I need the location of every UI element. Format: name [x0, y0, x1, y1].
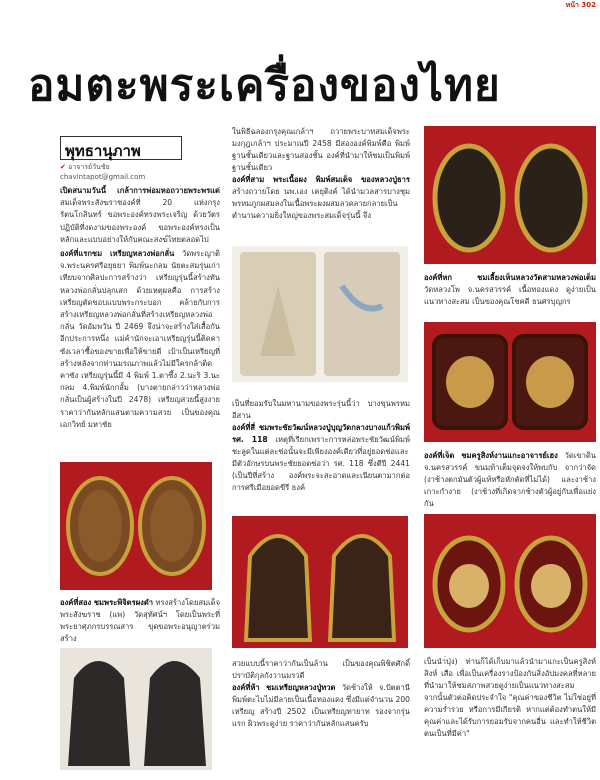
caption-amulet-7: องค์ที่เจ็ด ชมครูสิงห์งานแกะอาจารย์เฮง วัดเขาดิน จ.นครสวรรค์ ขนมท้าเต็มจุดจงให้พบกับ จากว่าจัด (งาช้างตกมันตัวผู้แท้หรือหักตัดที่ไม่ได้) และงาช้างเกาะกำงาย (งาช้างที่เกิดจากช้างตัวผู้อยู่กับเพื่อแย่งกัน	[424, 451, 596, 508]
middle-text-top: ในพิธีฉลองกรุงคุณเกล้าฯ ถวายพระบาทสมเด็จพระมงกุฎเกล้าฯ ประมาณปี 2458 มีสององค์พิมพ์คือ พิมพ์ฐานชั้นเดียวและฐานสองชั้น องค์ที่นำมาให้ชมเป็นพิมพ์ฐานชั้นเดียว องค์ที่สาม พระเนื้อผง พิมพ์สมเด็จ ของหลวงปู่ธาร สร้างถวายโดย นพ.เอง เคยุติงค์ ได้นำมวลสารบางชุมพรหมภูกผสมลงในเนื้อพระผงผสมลวดลายกลายเป็นตำนานความยิ่งใหญ่ของพระสมเด็จรุ่นนี้ จึง	[232, 127, 410, 220]
caption-amulet-6: องค์ที่หก ชมเลี้ยงเห็นหลวงวัดสามหลวงพ่อเต็ม วัดหลวงโพ จ.นครสวรรค์ เนื้อทองแดง ดูง่ายเป็นแนวทางสะสม เป็นของคุณโชคดี ธนศรบุญกร	[424, 273, 596, 306]
amulet-pair-black-phijit-photo	[60, 648, 212, 770]
section-title-box	[60, 136, 182, 160]
amulet-somdej-powder-photo	[232, 246, 408, 382]
left-column-text	[60, 185, 220, 433]
amulet-pair-chaiwat-photo	[232, 516, 408, 648]
author-email: chavintapot@gmail.com	[60, 173, 146, 181]
middle-text-bottom: สวยแบบนี้ราคาว่ากันเป็นล้าน เป็นของคุณพิชิตศักดิ์ปราบัติกุลกังวานมรวดี องค์ที่ห้า ชมเหรียญหลวงปู่ทวด วัดช้างให้ จ.ปัตตานี พิมพ์ตะไบไม่มีลายเป็นเนื้อทองแดง ซึ่งมีแต่จำนวน 200 เหรียญ สร้างปี 2502 เป็นเหรียญทายาท รองจากรุ่นแรก ผิวพระดูง่าย ราคาว่ากันหลักแสนครับ	[232, 659, 411, 728]
byline: ✔ อาจารย์วันชัย chavintapot@gmail.com	[60, 163, 146, 181]
caption-amulet-2: องค์ที่สอง ชมพระพิจิตรผงดำ ทรงสร้างโดยสมเด็จพระสังฆราช (แพ) วัดสุทัศน์ฯ โดยเป็นพระที่พระยาศุภกรบรรณสาร ขุดขอพระอนุญาตร่วมสร้าง	[60, 598, 221, 643]
top-bar	[0, 0, 600, 10]
coin-pair-lp-klan-photo	[60, 462, 212, 590]
coin-pair-lp-toem-photo	[424, 126, 596, 264]
coin-pair-lp-klan-image	[60, 462, 212, 590]
coin-pair-lp-toem-image	[424, 126, 596, 264]
amulet-pair-elephant-singh-photo	[424, 514, 596, 648]
page-mark: หน้า 302	[565, 1, 596, 9]
headline: อมตะพระเครื่องของไทย	[28, 60, 501, 111]
amulet-pair-singha-ivory-image	[424, 322, 596, 442]
amulet-pair-elephant-singh-image	[424, 514, 596, 648]
amulet-pair-chaiwat-image	[232, 516, 408, 648]
amulet-pair-singha-ivory-photo	[424, 322, 596, 442]
caption-amulet-7-cont: เป็นนำ่ปุ่ง) ท่านก็ได้เก็บมาแล้วนำมาแกะเป็นครูสิงห์ สิงห์ เสือ เพื่อเป็นเครื่องรางป้องกันสิ่งอัปมงคลที่หลาย ที่นำมาให้ชมสภาพสวยดูง่ายเป็นแนวทางสะสม จากนั้นตัวต่อคิดประจำใจ "คุณค่าของชีวิต ไม่ใช่อยู่ที่ความร่ำรวย หรือการมีเกียรติ หากแต่ต้องทำตนให้มีคุณค่าและได้รับการยอมรับจากคนอื่น และทำให้ชีวิตตนเป็นที่มีค่า"	[424, 657, 596, 738]
paragraph-intro: เปิดสนามวันนี้ เกล้าการพ่อมหอถวายพระพรแด่ สมเด็จพระสังฆราชองค์ที่ 20 แห่งกรุงรัตนโกสินทร์ ขอพระองค์ทรงพระเจริญ ด้วยวัตรปฏิบัติที่งดงามของพระองค์ ขอพระองค์ทรงเป็นหลักและแบบอย่างให้กับคณะสงฆ์ไทยตลอดไป	[60, 186, 220, 244]
amulet-pair-black-phijit-image	[60, 648, 212, 770]
paragraph-amulet-1: องค์ที่แรกชม เหรียญหลวงพ่อกลั่น วัดพระญาติ จ.พระนครศรีอยุธยา พิมพ์นะกลม นัยตะสมรุ่นเก่าเทียบจากศิลปะการสร้างว่า เหรียญรุ่นนี้สร้างทันหลวงพ่อกลั่นปลุกเสก ด้วยเหตุผลคือ การสร้างเหรียญตัดขอบแบบพระกระบอก คล้ายกับการสร้างเหรียญหลวงพ่อกลั่นที่สร้างเหรียญหลวงพ่อกลั่น วัดอัมพวัน ปี 2469 จึงน่าจะสร้างใส่เสื้อกันอีกประการหนึ่ง แม่ค้านักจะเอาเหรียญรุ่นนี้ติดคาซังเวลาซื้อของขายเพื่อให้ขายดี เป้าเป็นเหรียญที่สร้างหลังจากท่านมรณภาพแล้วไม่มีใครกล้าติดคาซัง เหรียญรุ่นนี้มี 4 พิมพ์ 1.ตาซึ้ง 2.นะริ 3.นะกลม 4.พิมพ์นักกลั้ม (บางตายกล่าวว่าหลวงพ่อกลั่นเป็นผู้สร้างในปี 2478) เหรียญสวยนี้สูงงาย ราคาว่ากันหลักแสนตามความสวย เป็นของคุณเอกวิทย์ มหาชัย	[60, 249, 220, 429]
amulet-somdej-powder-image	[232, 246, 408, 382]
section-title: พุทธานุภาพ	[65, 142, 141, 160]
middle-text-mid: เป็นที่ยอมรับในมหานามของพระรุ่นนี้ว่า บางขุนพรหมอีสาน องค์ที่สี่ ชมพระชัยวัฒน์หลวงปู่บุญวัดกลางบางแก้วพิมพ์ รศ. 118 เหตุที่เรียกเพราะการหล่อพระชัยวัฒน์พิมพ์ชะลูดในแต่ละช่อนั้นจะมีเพียงองค์เดียวที่อยู่ยอดช่อและมีตัวอักษรบนพระชัยยอดช่อว่า รศ. 118 ซึ่งตีปี 2441 (เป็นปีที่สร้าง องค์พระจะสะอาดและเนียนตามากต่อการศรีเมือยอดขีรี ธงค์	[232, 399, 410, 492]
author-name: อาจารย์วันชัย	[68, 163, 110, 171]
